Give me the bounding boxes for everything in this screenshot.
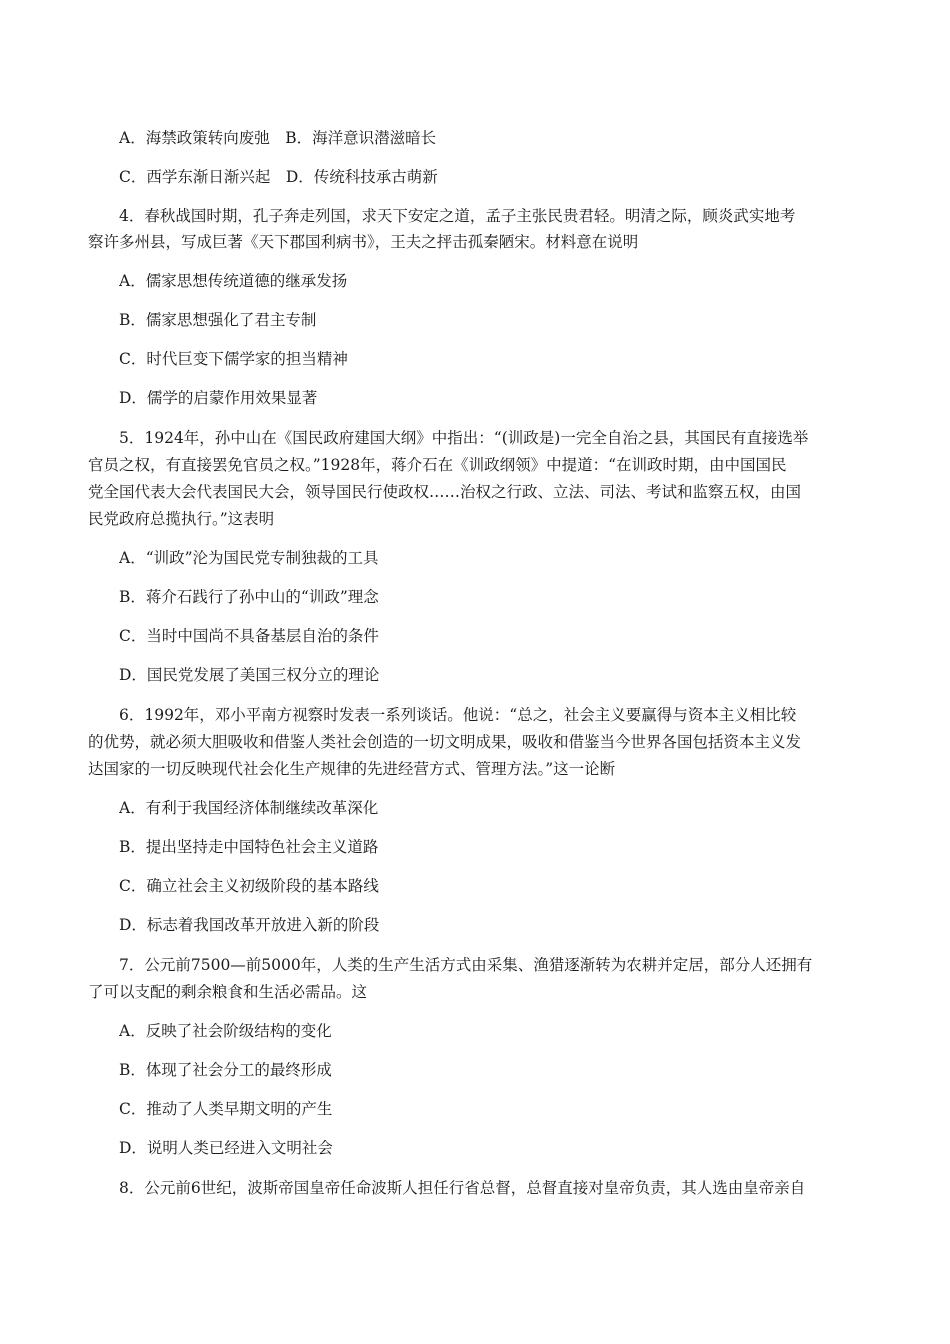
q6-option-d: D．标志着我国改革开放进入新的阶段 [119, 916, 380, 934]
q7-option-c: C．推动了人类早期文明的产生 [119, 1100, 333, 1118]
q5-stem-line-1: 5．1924年，孙中山在《国民政府建国大纲》中指出：“(训政是)一完全自治之县，其国民有直接选举 [119, 429, 809, 447]
q4-option-a: A．儒家思想传统道德的继承发扬 [119, 272, 348, 290]
q7-stem-line-2: 了可以支配的剩余粮食和生活必需品。这 [88, 983, 368, 1001]
q5-stem-line-4: 民党政府总揽执行。”这表明 [88, 510, 275, 528]
q5-option-b: B．蒋介石践行了孙中山的“训政”理念 [119, 588, 379, 606]
q5-option-a: A．“训政”沦为国民党专制独裁的工具 [119, 549, 379, 567]
q4-option-d: D．儒学的启蒙作用效果显著 [119, 389, 318, 407]
q5-option-d: D．国民党发展了美国三权分立的理论 [119, 666, 380, 684]
q7-option-b: B．体现了社会分工的最终形成 [119, 1061, 332, 1079]
q3-option-cd: C．西学东渐日渐兴起 D．传统科技承古萌新 [119, 168, 438, 186]
q7-option-d: D．说明人类已经进入文明社会 [119, 1139, 333, 1157]
q7-option-a: A．反映了社会阶级结构的变化 [119, 1022, 332, 1040]
q6-option-c: C．确立社会主义初级阶段的基本路线 [119, 877, 379, 895]
q8-stem-line-1: 8．公元前6世纪，波斯帝国皇帝任命波斯人担任行省总督，总督直接对皇帝负责，其人选由皇帝亲自 [119, 1179, 806, 1197]
q4-stem-line-2: 察许多州县，写成巨著《天下郡国利病书》，王夫之抨击孤秦陋宋。材料意在说明 [88, 233, 639, 251]
q4-option-b: B．儒家思想强化了君主专制 [119, 311, 317, 329]
q4-stem-line-1: 4．春秋战国时期，孔子奔走列国，求天下安定之道，孟子主张民贵君轻。明清之际，顾炎武实地考 [119, 207, 796, 225]
q6-stem-line-1: 6．1992年，邓小平南方视察时发表一系列谈话。他说：“总之，社会主义要赢得与资本主义相比较 [119, 706, 797, 724]
q5-option-c: C．当时中国尚不具备基层自治的条件 [119, 627, 379, 645]
q4-option-c: C．时代巨变下儒学家的担当精神 [119, 350, 348, 368]
q6-stem-line-3: 达国家的一切反映现代社会化生产规律的先进经营方式、管理方法。”这一论断 [88, 760, 616, 778]
q5-stem-line-2: 官员之权，有直接罢免官员之权。”1928年，蒋介石在《训政纲领》中提道：“在训政时期，由中国国民 [88, 456, 787, 474]
q3-option-ab: A．海禁政策转向废弛 B．海洋意识潜滋暗长 [119, 129, 437, 147]
q6-stem-line-2: 的优势，就必须大胆吸收和借鉴人类社会创造的一切文明成果，吸收和借鉴当今世界各国包括资本主义发 [88, 733, 802, 751]
q6-option-a: A．有利于我国经济体制继续改革深化 [119, 799, 379, 817]
q6-option-b: B．提出坚持走中国特色社会主义道路 [119, 838, 379, 856]
q7-stem-line-1: 7．公元前7500—前5000年，人类的生产生活方式由采集、渔猎逐渐转为农耕并定居，部分人还拥有 [119, 956, 813, 974]
q5-stem-line-3: 党全国代表大会代表国民大会，领导国民行使政权……治权之行政、立法、司法、考试和监察五权，由国 [88, 483, 802, 501]
